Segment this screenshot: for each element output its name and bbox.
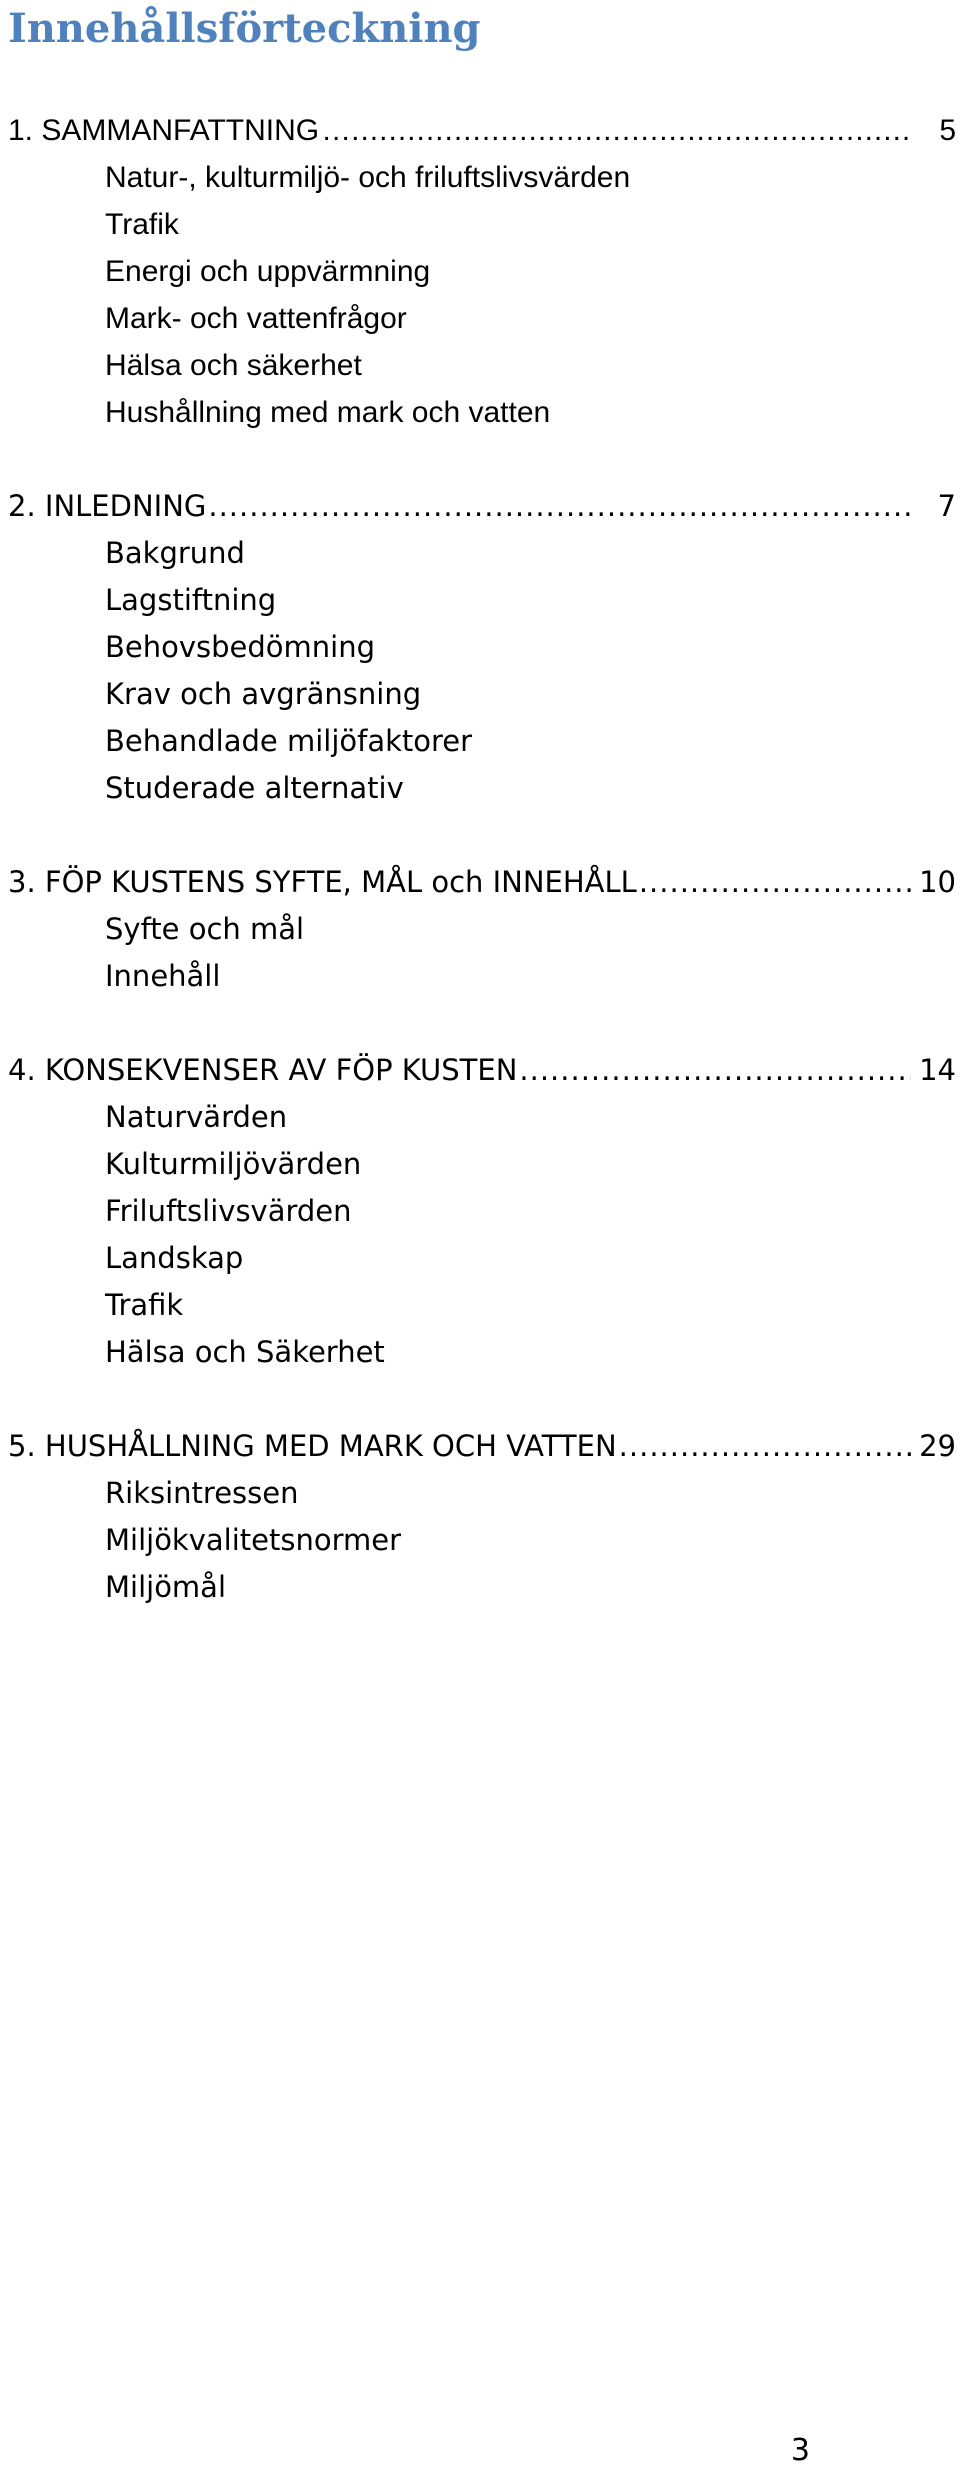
toc-subsection-item[interactable]: Bakgrund	[105, 536, 245, 570]
toc-section-row[interactable]	[8, 1047, 956, 1094]
toc-subsection-item[interactable]: Hälsa och Säkerhet	[105, 1335, 385, 1369]
table-of-contents	[8, 107, 956, 1658]
toc-subsection-item[interactable]: Energi och uppvärmning	[105, 255, 431, 288]
toc-subsection-item[interactable]: Trafik	[105, 1288, 184, 1322]
toc-section-row[interactable]	[8, 483, 956, 530]
toc-section-row[interactable]	[8, 107, 956, 154]
toc-subsection-item[interactable]: Krav och avgränsning	[105, 677, 422, 711]
toc-subsection-item[interactable]: Syfte och mål	[105, 912, 305, 946]
toc-section	[8, 1047, 956, 1376]
toc-subsection-item[interactable]: Behovsbedömning	[105, 630, 376, 664]
toc-section	[8, 1423, 956, 1611]
toc-section-page-number: 5	[939, 114, 956, 147]
toc-section-ellipsis: …	[321, 114, 352, 147]
toc-section-page-number: 7	[937, 489, 956, 523]
toc-subsection-item[interactable]: Lagstiftning	[105, 583, 277, 617]
toc-dot-leader	[639, 859, 911, 906]
toc-subsection-item[interactable]: Naturvärden	[105, 1100, 288, 1134]
toc-subsection-item[interactable]: Trafik	[105, 208, 179, 241]
toc-dot-leader	[619, 1423, 911, 1470]
toc-dot-leader	[519, 1047, 911, 1094]
toc-subsection-list	[8, 530, 956, 812]
toc-heading: Innehållsförteckning	[8, 5, 481, 52]
toc-subsection-list	[8, 906, 956, 1000]
toc-subsection-item[interactable]: Innehåll	[105, 959, 221, 993]
toc-section-page-number: 10	[919, 865, 956, 899]
toc-subsection-item[interactable]: Friluftslivsvärden	[105, 1194, 352, 1228]
toc-subsection-item[interactable]: Mark- och vattenfrågor	[105, 302, 407, 335]
toc-section	[8, 859, 956, 1000]
toc-section	[8, 107, 956, 436]
toc-subsection-item[interactable]: Miljömål	[105, 1570, 227, 1604]
toc-subsection-item[interactable]: Kulturmiljövärden	[105, 1147, 362, 1181]
toc-section-title: 3. FÖP KUSTENS SYFTE, MÅL och INNEHÅLL	[8, 865, 637, 899]
toc-subsection-item[interactable]: Miljökvalitetsnormer	[105, 1523, 402, 1557]
toc-dot-leader	[208, 483, 912, 530]
toc-section-title: 4. KONSEKVENSER AV FÖP KUSTEN	[8, 1053, 518, 1087]
toc-section-title: 1. SAMMANFATTNING	[8, 114, 320, 147]
toc-section-title: 2. INLEDNING	[8, 489, 207, 523]
toc-subsection-item[interactable]: Behandlade miljöfaktorer	[105, 724, 473, 758]
toc-subsection-list	[8, 1094, 956, 1376]
toc-dot-leader	[351, 107, 912, 154]
toc-subsection-item[interactable]: Landskap	[105, 1241, 244, 1275]
toc-section-page-number: 14	[919, 1053, 956, 1087]
toc-section-row[interactable]	[8, 1423, 956, 1470]
toc-subsection-item[interactable]: Riksintressen	[105, 1476, 299, 1510]
toc-section-page-number: 29	[919, 1429, 956, 1463]
toc-subsection-item[interactable]: Studerade alternativ	[105, 771, 404, 805]
toc-subsection-list	[8, 154, 956, 436]
toc-subsection-list	[8, 1470, 956, 1611]
toc-subsection-item[interactable]: Hälsa och säkerhet	[105, 349, 362, 382]
toc-section-row[interactable]	[8, 859, 956, 906]
toc-section	[8, 483, 956, 812]
toc-subsection-item[interactable]: Hushållning med mark och vatten	[105, 396, 551, 429]
page-number: 3	[790, 2433, 810, 2468]
toc-subsection-item[interactable]: Natur-, kulturmiljö- och friluftslivsvärden	[105, 161, 631, 194]
toc-section-title: 5. HUSHÅLLNING MED MARK OCH VATTEN	[8, 1429, 617, 1463]
